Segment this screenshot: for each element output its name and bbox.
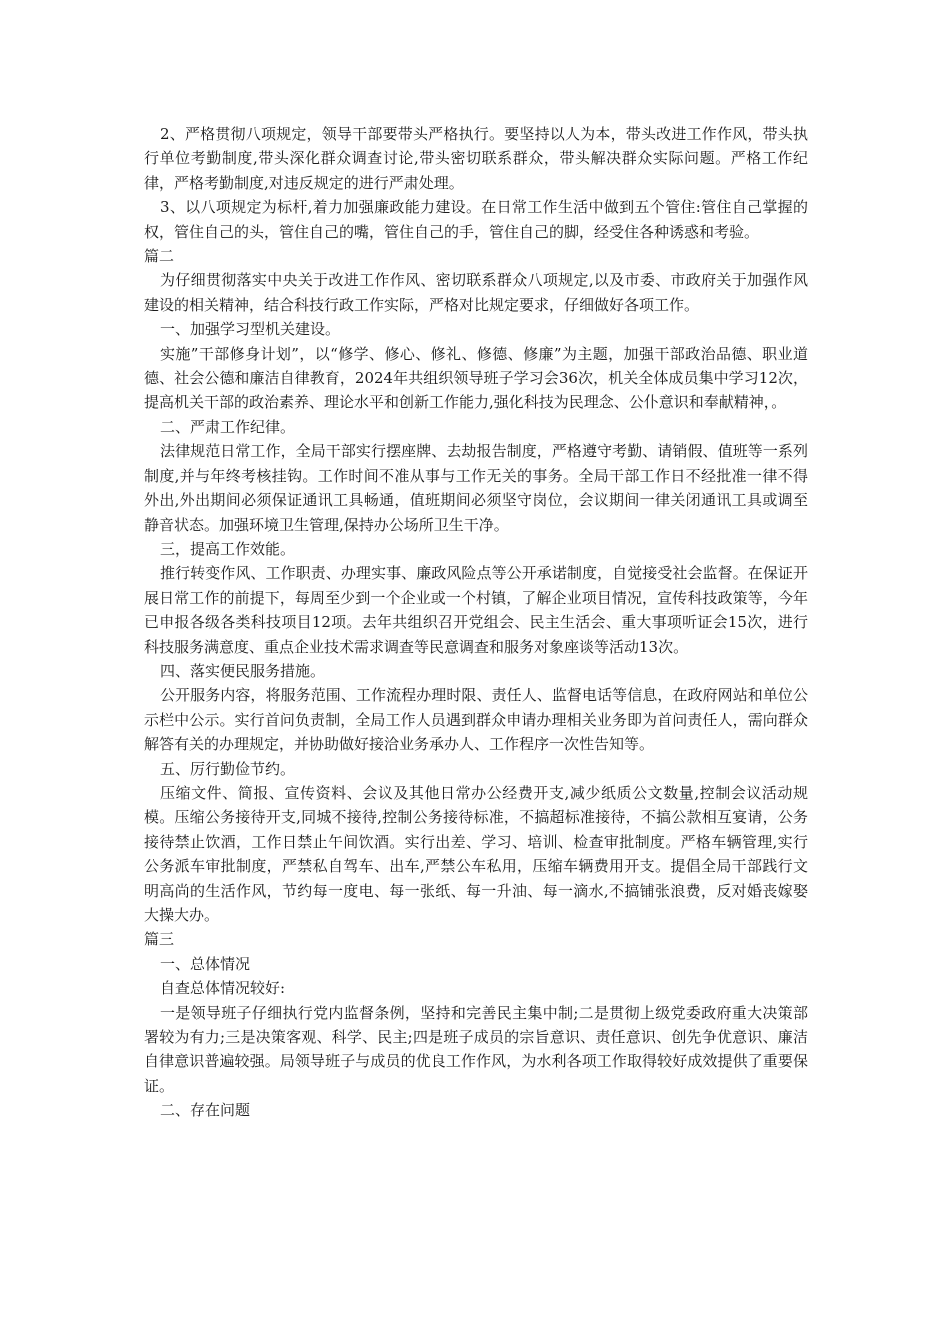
section-heading: 二、存在问题 bbox=[160, 1101, 251, 1120]
paragraph: 一是领导班子仔细执行党内监督条例，坚持和完善民主集中制;二是贯彻上级党委政府重大决策部署较为有力;三是决策客观、科学、民主;四是班子成员的宗旨意识、责任意识、创先争优意识、廉洁自律意识普遍较强。局领导班子与成员的优良工作作风，为水利各项工作取得较好成效提供了重要保证。 bbox=[144, 1003, 808, 1095]
section-heading: 一、加强学习型机关建设。 bbox=[160, 320, 341, 339]
paragraph: 压缩文件、简报、宣传资料、会议及其他日常办公经费开支,减少纸质公文数量,控制会议活动规模。压缩公务接待开支,同城不接待,控制公务接待标准，不搞超标准接待，不搞公款相互宴请，公务接待禁止饮酒，工作日禁止午间饮酒。实行出差、学习、培训、检查审批制度。严格车辆管理,实行公务派车审批制度，严禁私自驾车、出车,严禁公车私用，压缩车辆费用开支。提倡全局干部践行文明高尚的生活作风，节约每一度电、每一张纸、每一升油、每一滴水,不搞铺张浪费，反对婚丧嫁娶大操大办。 bbox=[144, 783, 808, 924]
paragraph: 法律规范日常工作，全局干部实行摆座牌、去劫报告制度，严格遵守考勤、请销假、值班等一系列制度,并与年终考核挂钩。工作时间不准从事与工作无关的事务。全局干部工作日不经批准一律不得外出,外出期间必须保证通讯工具畅通，值班期间必须坚守岗位，会议期间一律关闭通讯工具或调至静音状态。加强环境卫生管理,保持办公场所卫生干净。 bbox=[144, 442, 808, 534]
paragraph: 公开服务内容，将服务范围、工作流程办理时限、责任人、监督电话等信息，在政府网站和单位公示栏中公示。实行首问负责制，全局工作人员遇到群众申请办理相关业务即为首问责任人，需向群众解答有关的办理规定，并协助做好接洽业务承办人、工作程序一次性告知等。 bbox=[144, 686, 808, 754]
document-body bbox=[144, 122, 808, 1123]
section-heading: 三，提高工作效能。 bbox=[160, 539, 296, 558]
section-heading: 一、总体情况 bbox=[160, 954, 251, 973]
paragraph: 实施”干部修身计划”，以“修学、修心、修礼、修德、修廉”为主题，加强干部政治品德、职业道德、社会公德和廉洁自律教育，2024年共组织领导班子学习会36次，机关全体成员集中学习12次，提高机关干部的政治素养、理论水平和创新工作能力,强化科技为民理念、公仆意识和奉献精神，。 bbox=[144, 344, 808, 412]
paragraph: 3、以八项规定为标杆,着力加强廉政能力建设。在日常工作生活中做到五个管住:管住自己掌握的权，管住自己的头，管住自己的嘴，管住自己的手，管住自己的脚，经受住各种诱惑和考验。 bbox=[144, 198, 808, 241]
section-heading: 自查总体情况较好: bbox=[160, 979, 286, 998]
paragraph: 为仔细贯彻落实中央关于改进工作作风、密切联系群众八项规定,以及市委、市政府关于加强作风建设的相关精神，结合科技行政工作实际，严格对比规定要求，仔细做好各项工作。 bbox=[144, 271, 808, 314]
section-label: 篇三 bbox=[144, 930, 175, 949]
section-label: 篇二 bbox=[144, 247, 175, 266]
section-heading: 五、厉行勤俭节约。 bbox=[160, 759, 296, 778]
paragraph: 推行转变作风、工作职责、办理实事、廉政风险点等公开承诺制度，自觉接受社会监督。在保证开展日常工作的前提下，每周至少到一个企业或一个村镇，了解企业项目情况，宣传科技政策等，今年已申报各级各类科技项目12项。去年共组织召开党组会、民主生活会、重大事项听证会15次，进行科技服务满意度、重点企业技术需求调查等民意调查和服务对象座谈等活动13次。 bbox=[144, 564, 808, 656]
paragraph: 2、严格贯彻八项规定，领导干部要带头严格执行。要坚持以人为本，带头改进工作作风，带头执行单位考勤制度,带头深化群众调查讨论,带头密切联系群众，带头解决群众实际问题。严格工作纪律，严格考勤制度,对违反规定的进行严肃处理。 bbox=[144, 125, 808, 192]
section-heading: 四、落实便民服务措施。 bbox=[160, 661, 326, 680]
section-heading: 二、严肃工作纪律。 bbox=[160, 417, 296, 436]
